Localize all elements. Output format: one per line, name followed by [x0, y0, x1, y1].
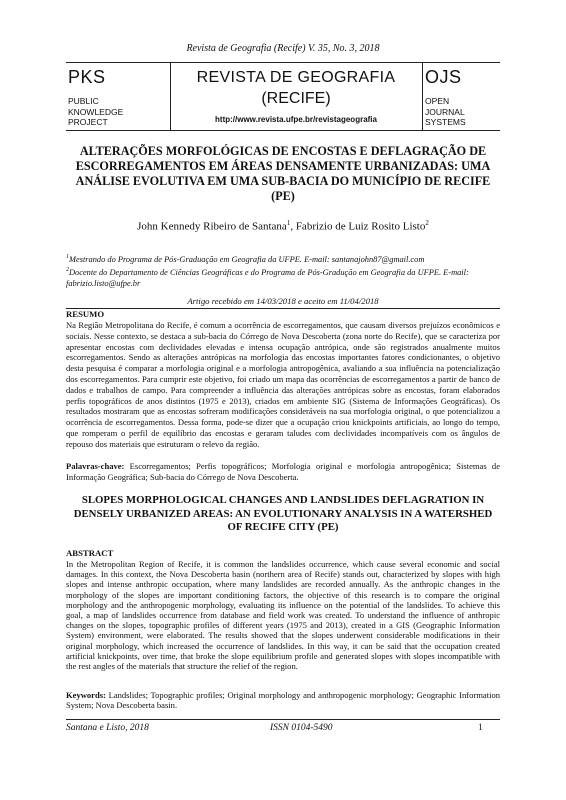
- affiliation-text: Docente do Departamento de Ciências Geográficas e do Programa de Pós-Gradução em Geografia da UFPE. E-mail: fabrizio.listo@ufpe.br: [66, 268, 469, 288]
- paper-title: ALTERAÇÕES MORFOLÓGICAS DE ENCOSTAS E DEFLAGRAÇÃO DE ESCORREGAMENTOS EM ÁREAS DENSAMENTE URBANIZADAS: UMA ANÁLISE EVOLUTIVA EM UMA SUB-BACIA DO MUNICÍPIO DE RECIFE (PE): [75, 144, 491, 203]
- footer-issn: ISSN 0104-5490: [270, 723, 333, 733]
- received-date: Artigo recebido em 14/03/2018 e aceito em 11/04/2018: [187, 296, 379, 306]
- affiliation-item: [66, 265, 506, 289]
- pks-logo: PKS: [68, 67, 106, 87]
- journal-citation-header: Revista de Geografia (Recife) V. 35, No. 3, 2018: [186, 43, 380, 54]
- ojs-logo: OJS: [425, 67, 462, 87]
- author-list: [66, 219, 500, 233]
- resumo-keywords: [66, 461, 500, 483]
- author-name: John Kennedy Ribeiro de Santana: [137, 220, 287, 233]
- ojs-line: OPEN: [425, 96, 450, 106]
- ojs-line: JOURNAL: [425, 106, 465, 117]
- affiliation-item: [66, 252, 506, 265]
- author-name: Fabrizio de Luiz Rosito Listo: [295, 220, 426, 233]
- section-rule: [66, 308, 500, 309]
- footer-citation: Santana e Listo, 2018: [66, 723, 149, 733]
- keywords-label: Keywords:: [66, 690, 106, 700]
- pks-subtitle: [68, 96, 123, 128]
- affiliation-sup: 1: [66, 254, 69, 260]
- masthead-divider-right: [422, 62, 423, 130]
- pks-line: PUBLIC: [68, 96, 99, 106]
- author-sup: 1: [286, 219, 291, 227]
- resumo-body: Na Região Metropolitana do Recife, é comum a ocorrência de escorregamentos, que causam diversos prejuízos econômicos e sociais. Nesse contexto, se destaca a sub-bacia do Córrego de Nova Descoberta (zona norte do Recife), que se caracteriza por apresentar encostas com declividades elevadas e intensa ocupação antrópica, onde são registrados anualmente muitos escorregamentos. Sendo as alterações antrópicas na morfologia das encostas importantes fatores condicionantes, o objetivo desta pesquisa é comparar a morfologia original e a morfologia antropogênica, avaliando a sua influência na potencialização dos escorregamentos. Para cumprir este objetivo, foi criado um mapa das ocorrências de escorregamentos a partir de banco de dados e trabalhos de campo. Para compreender a influência das alterações antrópicas sobre as encostas, foram elaborados perfis topográficos de anos distintos (1975 e 2013), criados em ambiente SIG (Sistema de Informações Geográficas). Os resultados mostraram que as encostas sofreram modificações consideráveis na sua morfologia original, o que potencializou a ocorrência de escorregamentos. Dessa forma, pode-se dizer que a ocupação criou knickpoints artificiais, ao longo do tempo, que romperam o perfil de equilíbrio das encostas e geraram taludes com declividades incompatíveis com os ângulos de repouso dos materiais que estruturam o relevo da região.: [66, 320, 500, 449]
- masthead-bottom-rule: [66, 130, 500, 131]
- keywords-label: Palavras-chave:: [66, 461, 125, 471]
- english-title: SLOPES MORPHOLOGICAL CHANGES AND LANDSLIDES DEFLAGRATION IN DENSELY URBANIZED AREAS: AN EVOLUTIONARY ANALYSIS IN A WATERSHED OF RECIFE CITY (PE): [73, 494, 493, 533]
- author-sup: 2: [425, 219, 429, 227]
- ojs-subtitle: [425, 96, 466, 128]
- footer-rule: [66, 719, 500, 720]
- affiliation-sup: 2: [66, 267, 69, 274]
- author-separator: ,: [290, 220, 296, 233]
- journal-title: REVISTA DE GEOGRAFIA: [196, 69, 396, 86]
- affiliations: [66, 252, 506, 289]
- journal-title-city: (RECIFE): [261, 90, 331, 107]
- abstract-heading: ABSTRACT: [66, 548, 114, 558]
- keywords-text: Landslides; Topographic profiles; Original morphology and anthropogenic morphology; Geographic Information System; Nova Descoberta basin.: [66, 690, 500, 711]
- journal-url-link[interactable]: http://www.revista.ufpe.br/revistageografia: [215, 115, 377, 124]
- pks-line: PROJECT: [68, 117, 108, 127]
- resumo-heading: RESUMO: [66, 309, 105, 319]
- keywords-text: Escorregamentos; Perfis topográficos; Morfologia original e morfologia antropogênica; Sistemas de Informação Geográfica; Sub-bacia do Córrego de Nova Descoberta.: [66, 461, 500, 482]
- abstract-body: In the Metropolitan Region of Recife, it is common the landslides occurrence, which cause several economic and social damages. In this context, the Nova Descoberta basin (northern area of Recife) stands out, characterized by slopes with high slopes and intense anthropic occupation, where many landslides are recorded annually. As the anthropic changes in the morphology of the slopes are important conditioning factors, the objective of this research is to compare the original morphology and the anthropogenic morphology, evaluating its influence on the potential of the landslides. To achieve this goal, a map of landslides occurrence from database and field work was created. To understand the influence of anthropic changes on the slopes, topographic profiles of different years (1975 and 2013), created in a GIS (Geographic Information System) environment, were elaborated. The results showed that the slopes underwent considerable modifications in their original morphology, which increased the occurrence of landslides. In this way, it can be said that the occupation created artificial knickpoints, over time, that broke the slope equilibrium profile and generated slopes with slopes incompatible with the rest angles of the materials that structure the relief of the region.: [66, 559, 500, 672]
- ojs-line: SYSTEMS: [425, 117, 466, 127]
- abstract-keywords: [66, 690, 500, 710]
- pks-line: KNOWLEDGE: [68, 106, 124, 117]
- masthead-top-rule: [66, 62, 500, 63]
- page-number: 1: [478, 723, 483, 733]
- affiliation-text: Mestrando do Programa de Pós-Graduação em Geografia da UFPE. E-mail: santanajohn87@gmail.com: [69, 254, 425, 264]
